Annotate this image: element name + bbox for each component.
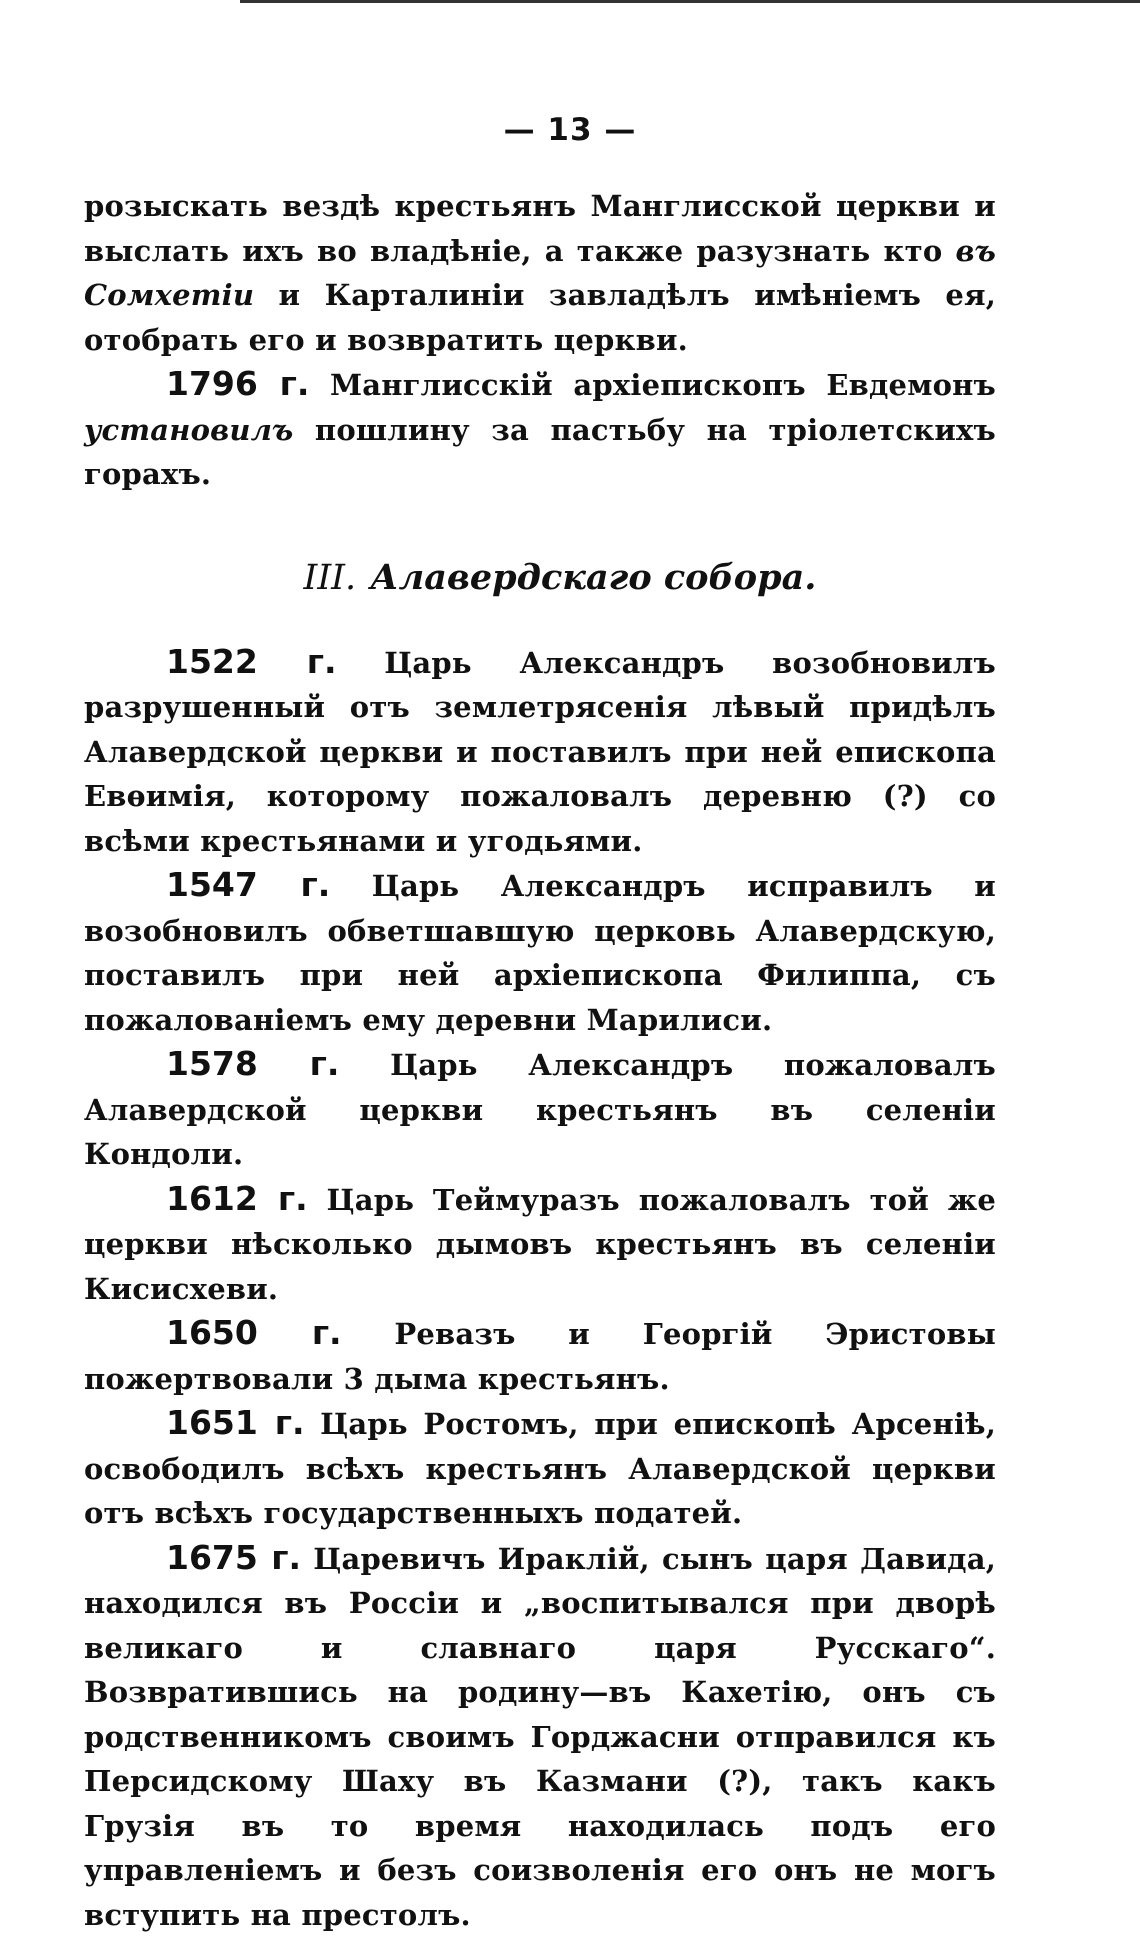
entry-text: Царь Теймуразъ пожаловалъ той же церкви нѣсколько дымовъ крестьянъ въ селеніи Кисисхеви. <box>84 1183 996 1306</box>
entry-text: Царь Александръ возобновилъ разрушенный отъ землетрясенія лѣвый придѣлъ Алавердской церкви и поставилъ при ней епископа Евѳимія, которому пожаловалъ деревню (?) со всѣми крестьянами и угодьями. <box>84 646 996 858</box>
entry-1522 <box>84 640 996 864</box>
continuation-paragraph <box>84 184 996 362</box>
entry-1612 <box>84 1177 996 1312</box>
section-numeral: III. <box>304 558 357 598</box>
entry-text: Ревазъ и Георгій Эристовы пожертвовали 3 дыма крестьянъ. <box>84 1317 996 1396</box>
section-spacer-top <box>84 497 996 557</box>
continuation-italic-place: въ Сомхетіи <box>84 234 996 313</box>
entry-1675 <box>84 1536 996 1937</box>
entry-1651 <box>84 1401 996 1536</box>
entry-text: Царь Александръ пожаловалъ Алавердской церкви крестьянъ въ селеніи Кондоли. <box>84 1048 996 1171</box>
section-title: Алавердскаго собора. <box>370 557 816 598</box>
page-number: — 13 — <box>0 112 1140 148</box>
entry-year: 1796 г. <box>166 364 309 403</box>
entry-year: 1547 г. <box>166 865 330 904</box>
entry-year: 1650 г. <box>166 1313 342 1352</box>
page-body <box>84 184 996 1937</box>
continuation-text-a: розыскать вездѣ крестьянъ Манглисской церкви и выслать ихъ во владѣніе, а также разузнать кто <box>84 189 996 268</box>
entry-1796-italic: установилъ <box>84 413 293 447</box>
entry-year: 1651 г. <box>166 1403 305 1442</box>
top-edge-rule <box>240 0 1140 3</box>
entry-1796-text-a: Манглисскій архіепископъ Евдемонъ <box>309 368 996 402</box>
continuation-text-c: и Карталиніи завладѣлъ имѣніемъ ея, отобрать его и возвратить церкви. <box>84 278 996 357</box>
entry-text: Царевичъ Ираклій, сынъ царя Давида, находился въ Россіи и „воспитывался при дворѣ великаго и славнаго царя Русскаго“. Возвратившись на родину—въ Кахетію, онъ съ родственникомъ своимъ Горджасни отправился къ Персидскому Шаху въ Казмани (?), такъ какъ Грузія въ то время находилась подъ его управленіемъ и безъ соизволенія его онъ не могъ вступить на престолъ. <box>84 1542 996 1932</box>
entry-year: 1612 г. <box>166 1179 308 1218</box>
entry-1578 <box>84 1042 996 1177</box>
section-heading <box>84 557 996 598</box>
entry-year: 1675 г. <box>166 1538 301 1577</box>
entry-1796 <box>84 362 996 497</box>
entry-year: 1578 г. <box>166 1044 339 1083</box>
entry-1547 <box>84 863 996 1042</box>
entry-year: 1522 г. <box>166 642 337 681</box>
entry-1796-text-c: пошлину за пастьбу на тріолетскихъ горахъ. <box>84 413 996 492</box>
entry-1650 <box>84 1311 996 1401</box>
entry-text: Царь Александръ исправилъ и возобновилъ обветшавшую церковь Алавердскую, поставилъ при ней архіепископа Филиппа, съ пожалованіемъ ему деревни Марилиси. <box>84 869 996 1037</box>
section-spacer-bottom <box>84 598 996 640</box>
entry-text: Царь Ростомъ, при епископѣ Арсеніѣ, освободилъ всѣхъ крестьянъ Алавердской церкви отъ всѣхъ государственныхъ податей. <box>84 1407 996 1530</box>
